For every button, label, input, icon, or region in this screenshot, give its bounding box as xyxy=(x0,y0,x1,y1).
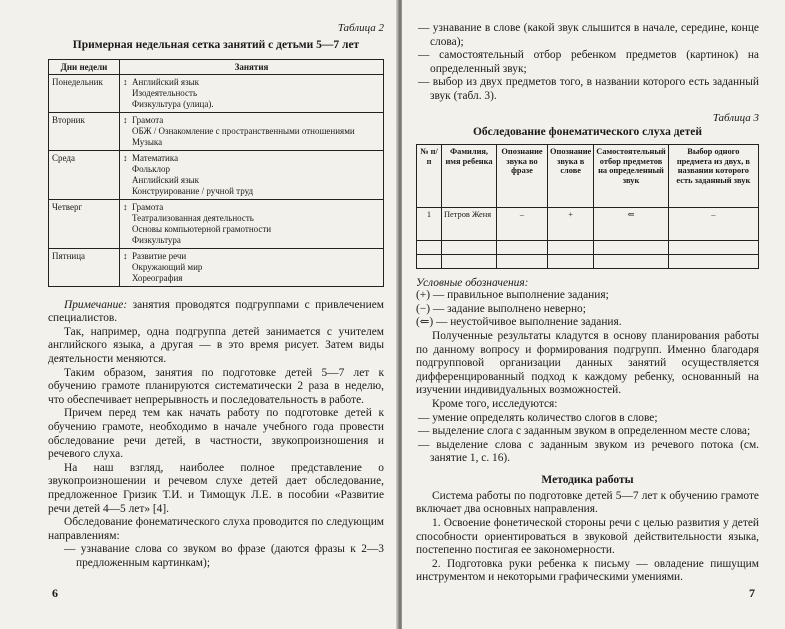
table-row xyxy=(49,248,384,286)
list-item: — выделение слова с заданным звуком из речевого потока (см. занятие 1, с. 16). xyxy=(418,438,759,465)
note-paragraph xyxy=(48,299,384,326)
column-header: Выбор одного предмета из двух, в названии которого есть заданный звук xyxy=(668,145,758,208)
lesson-item: Английский язык xyxy=(132,76,200,87)
table-title: Примерная недельная сетка занятий с детьми 5—7 лет xyxy=(72,38,360,51)
paragraph: Причем перед тем как начать работу по подготовке детей к обучению грамоте, необходимо в начале учебного года провести обследование речи детей, в частности, звукопроизношения и речевого слуха. xyxy=(48,407,384,461)
paragraph: Кроме того, исследуются: xyxy=(432,397,558,410)
table-cell: – xyxy=(668,208,758,241)
table-cell: – xyxy=(497,208,548,241)
table-row-empty xyxy=(417,241,759,255)
list-item: — выделение слога с заданным звуком в определенном месте слова; xyxy=(418,425,751,438)
table-row xyxy=(49,150,384,199)
table-label: Таблица 3 xyxy=(712,111,759,124)
bullet-list xyxy=(416,412,759,466)
list-item: — умение определять количество слогов в слове; xyxy=(418,411,658,424)
lessons-cell xyxy=(120,112,384,150)
table-cell: ⇐ xyxy=(594,208,668,241)
lesson-item: Конструирование / ручной труд xyxy=(132,185,254,196)
paragraph: Система работы по подготовке детей 5—7 лет к обучению грамоте включает два основных направления. xyxy=(416,489,759,516)
paragraph: 2. Подготовка руки ребенка к письму — овладение пишущим инструментом и некоторыми графическими умениями. xyxy=(416,557,759,584)
lesson-item: Окружающий мир xyxy=(132,261,203,272)
column-header: Опознание звука во фразе xyxy=(497,145,548,208)
table-cell: + xyxy=(548,208,594,241)
column-header: Самостоятельный отбор предметов на определенный звук xyxy=(594,145,668,208)
cycle-arrow-icon: ↕ xyxy=(123,114,128,125)
bullet-list xyxy=(48,543,384,570)
column-header-day: Дни недели xyxy=(49,59,120,74)
day-cell: Четверг xyxy=(49,199,120,248)
lessons-cell xyxy=(120,150,384,199)
table-title: Обследование фонематического слуха детей xyxy=(472,126,703,139)
table-row xyxy=(49,199,384,248)
column-header: Фамилия, имя ребенка xyxy=(442,145,497,208)
table-label: Таблица 2 xyxy=(337,22,384,34)
lessons-cell xyxy=(120,199,384,248)
table-row-empty xyxy=(417,255,759,269)
lesson-item: Грамота xyxy=(132,201,164,212)
lesson-item: ОБЖ / Ознакомление с пространственными отношениями xyxy=(132,125,355,136)
day-cell: Вторник xyxy=(49,112,120,150)
note-text: занятия проводятся подгруппами с привлечением специалистов. xyxy=(48,298,384,325)
lesson-item: Физкультура xyxy=(132,234,181,245)
table-cell: 1 xyxy=(417,208,442,241)
lesson-item: Математика xyxy=(132,152,179,163)
paragraph: На наш взгляд, наиболее полное представление о звукопроизношении и речевом слухе детей дает обследование, предложенное Гризик Т.И. и Тимощук Л.Е. в пособии «Развитие речи детей 4—5 лет» [4]. xyxy=(48,461,384,515)
cycle-arrow-icon: ↕ xyxy=(123,201,128,212)
table-cell: Петров Женя xyxy=(442,208,497,241)
day-cell: Пятница xyxy=(49,248,120,286)
legend-item: (−) — задание выполнено неверно; xyxy=(416,302,586,315)
paragraph: Обследование фонематического слуха проводится по следующим направлениям: xyxy=(48,516,384,542)
cycle-arrow-icon: ↕ xyxy=(123,76,128,87)
column-header: Опознание звука в слове xyxy=(548,145,594,208)
legend-item: (+) — правильное выполнение задания; xyxy=(416,289,609,302)
list-item: — узнавание в слове (какой звук слышится в начале, середине, конце слова); xyxy=(418,22,759,48)
lesson-item: Фольклор xyxy=(132,163,170,174)
day-cell: Понедельник xyxy=(49,74,120,112)
day-cell: Среда xyxy=(49,150,120,199)
note-label: Примечание: xyxy=(64,298,128,311)
lesson-item: Изодеятельность xyxy=(132,87,198,98)
page-number: 7 xyxy=(749,586,755,600)
section-heading: Методика работы xyxy=(541,473,634,486)
lessons-cell xyxy=(120,74,384,112)
paragraph: Таким образом, занятия по подготовке детей 5—7 лет к обучению грамоте планируются систематически 2 раза в неделю, что обеспечивает непрерывность и последовательность в работе. xyxy=(48,366,384,406)
legend-item: (⇐) — неустойчивое выполнение задания. xyxy=(416,316,622,329)
column-header-lessons: Занятия xyxy=(120,59,384,74)
right-page xyxy=(402,0,785,629)
lesson-item: Английский язык xyxy=(132,174,200,185)
schedule-table xyxy=(48,59,384,287)
exam-table xyxy=(416,144,759,269)
cycle-arrow-icon: ↕ xyxy=(123,152,128,163)
list-item: — узнавание слова со звуком во фразе (даются фразы к 2—3 предложенным картинкам); xyxy=(64,543,384,569)
lesson-item: Основы компьютерной грамотности xyxy=(132,223,272,234)
table-row xyxy=(49,74,384,112)
lesson-item: Развитие речи xyxy=(132,250,187,261)
table-row xyxy=(417,208,759,241)
column-header: № п/п xyxy=(417,145,442,208)
paragraph: Так, например, одна подгруппа детей занимается с учителем английского языка, а другая — в это время рисует. Затем виды деятельности меняются. xyxy=(48,325,384,365)
legend-title: Условные обозначения: xyxy=(416,277,529,290)
lesson-item: Грамота xyxy=(132,114,164,125)
list-item: — самостоятельный отбор ребенком предметов (картинок) на определенный звук; xyxy=(418,49,759,75)
cycle-arrow-icon: ↕ xyxy=(123,250,128,261)
paragraph: Полученные результаты кладутся в основу планирования работы по данному вопросу и формирования подгрупп. Именно благодаря подгрупповой организации данных занятий осуществляется дифференцированный подход к каждому ребенку, основанный на изучении индивидуальных возможностей. xyxy=(416,329,759,397)
bullet-list xyxy=(416,22,759,104)
lesson-item: Театрализованная деятельность xyxy=(132,212,254,223)
paragraph: 1. Освоение фонетической стороны речи с целью развития у детей способности ориентироваться в звуковой действительности языка, постепенно постигая ее закономерности. xyxy=(416,517,759,557)
page-number: 6 xyxy=(52,586,58,600)
lessons-cell xyxy=(120,248,384,286)
table-row xyxy=(49,112,384,150)
list-item: — выбор из двух предметов того, в названии которого есть заданный звук (табл. 3). xyxy=(418,76,759,102)
lesson-item: Музыка xyxy=(132,136,163,147)
lesson-item: Физкультура (улица). xyxy=(132,98,214,109)
lesson-item: Хореография xyxy=(132,272,183,283)
